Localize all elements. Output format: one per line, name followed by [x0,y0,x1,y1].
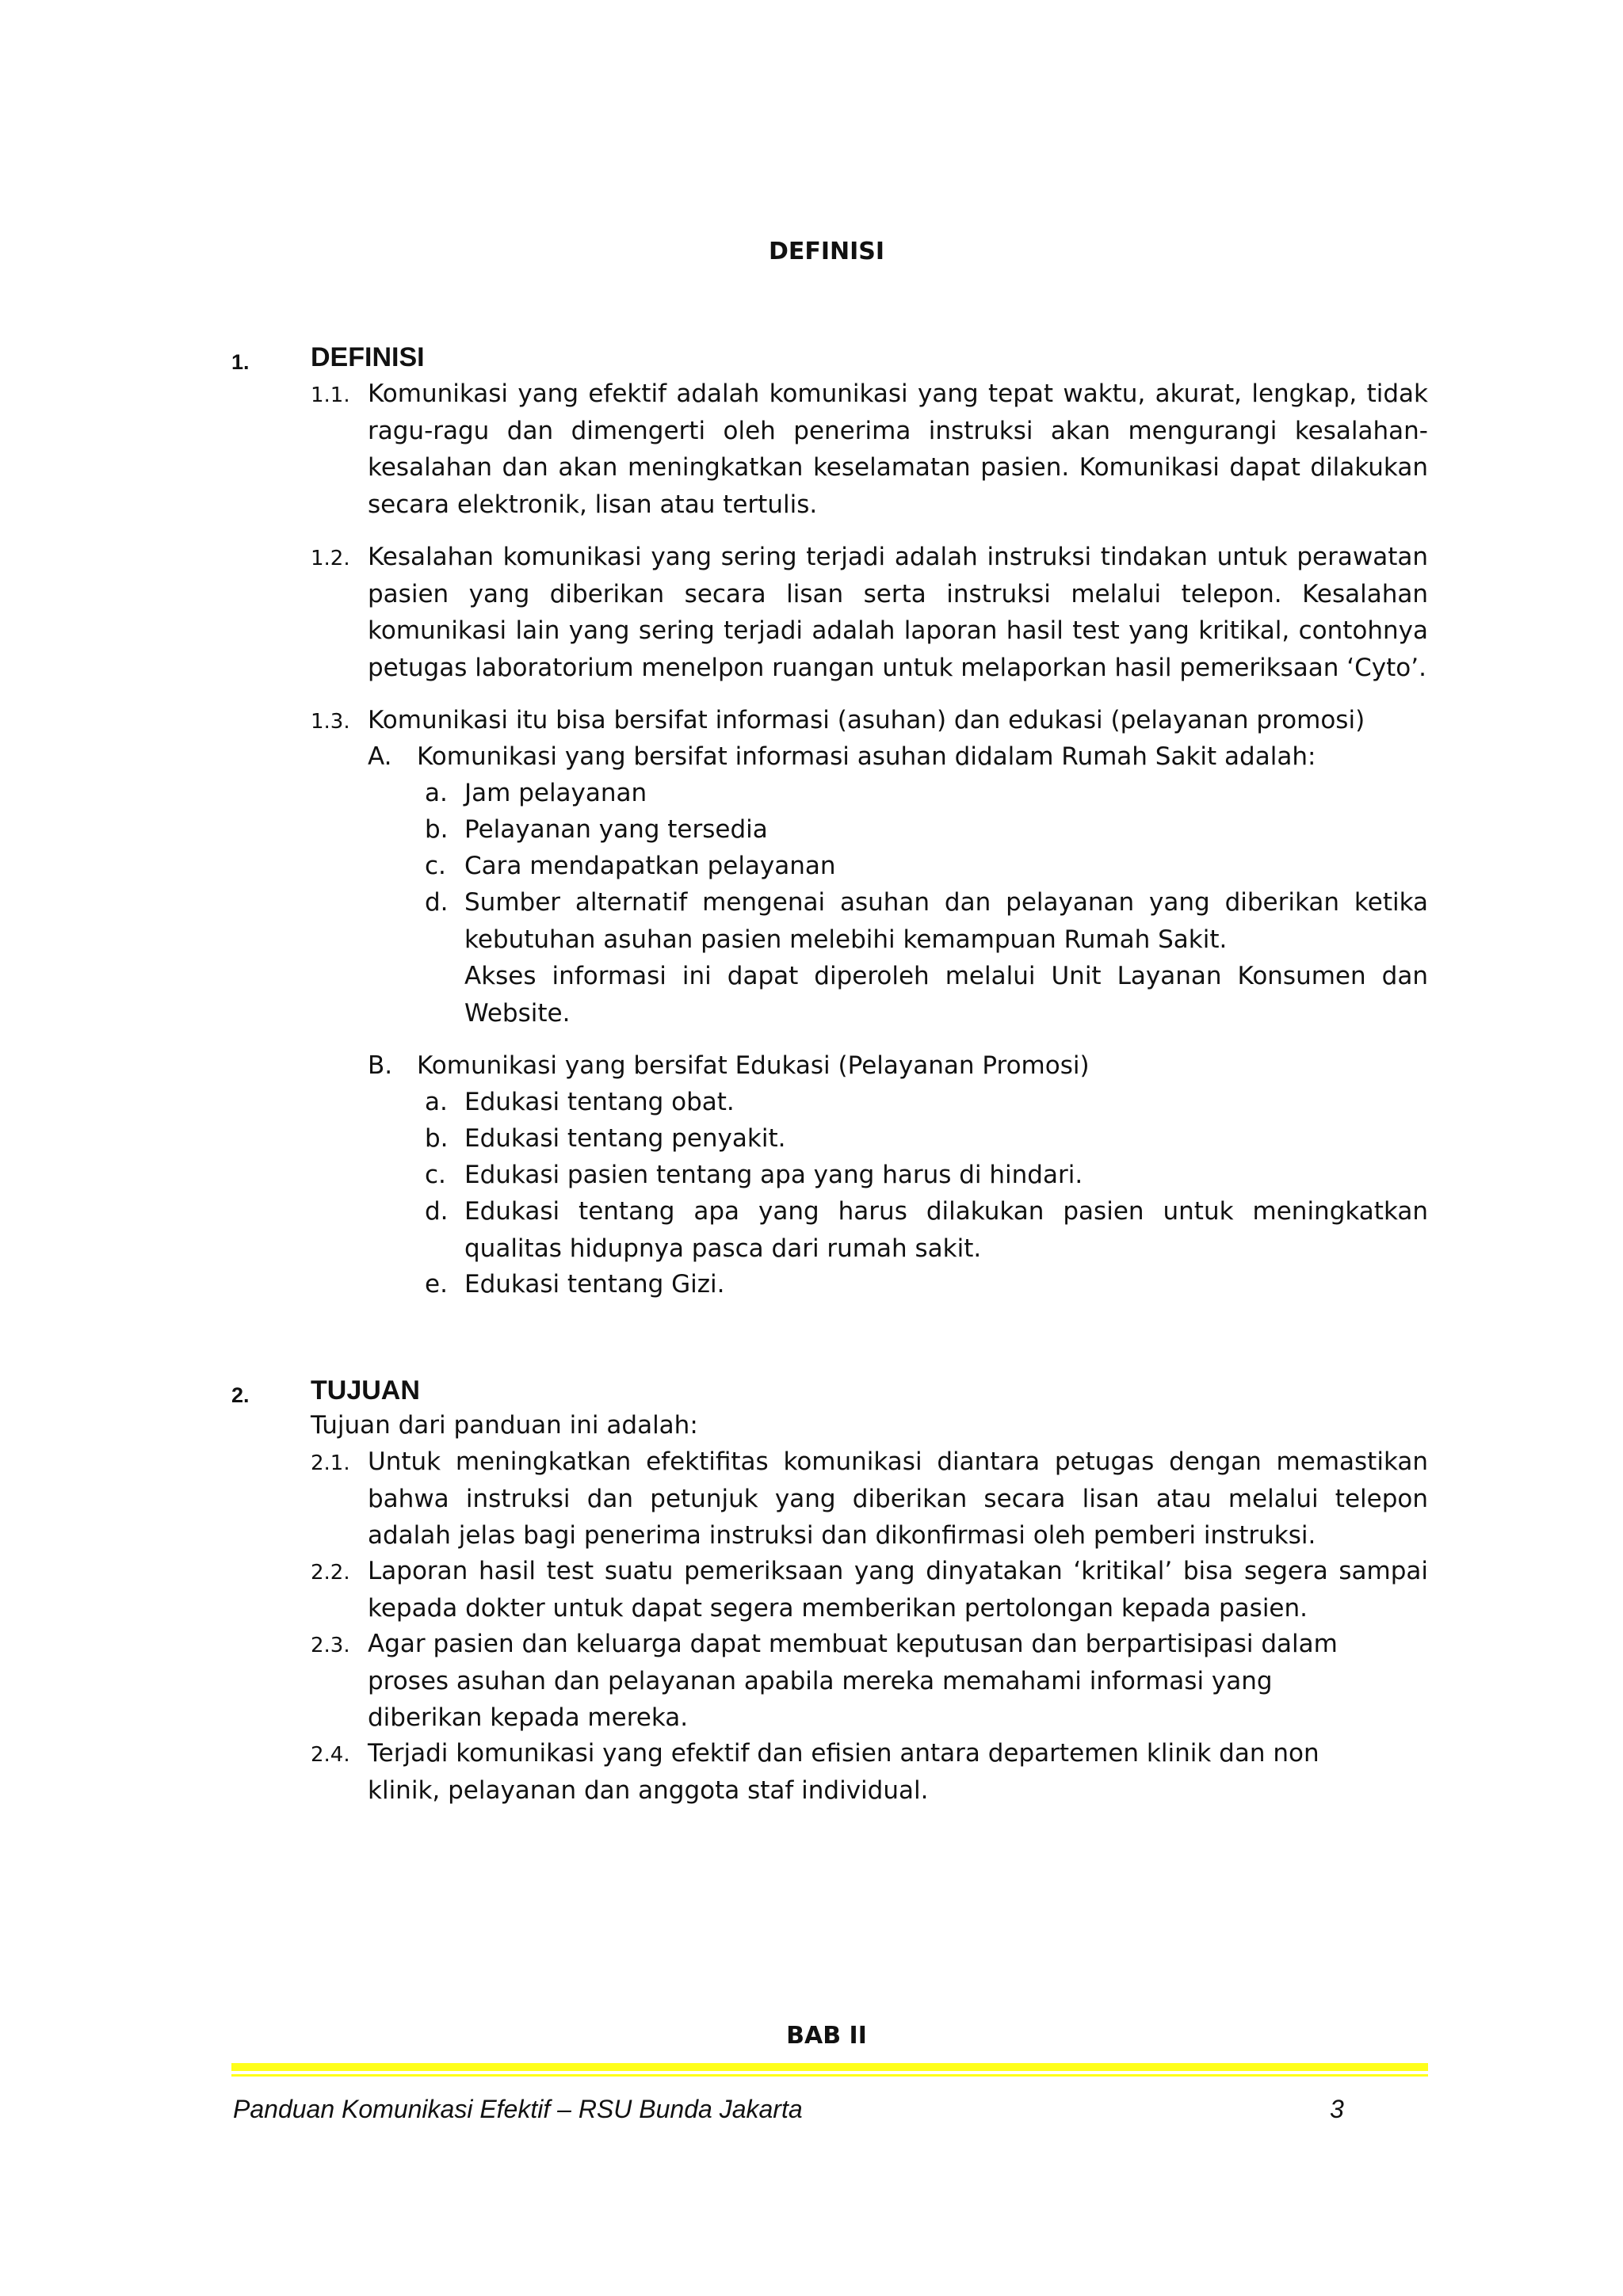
item-letter: c. [425,1161,446,1189]
item-text: Edukasi tentang Gizi. [464,1270,725,1299]
item-letter: a. [425,779,448,807]
item-note: Akses informasi ini dapat diperoleh melalui Unit Layanan Konsumen dan Website. [464,962,1428,1028]
item-text: Sumber alternatif mengenai asuhan dan pelayanan yang diberikan ketika kebutuhan asuhan pasien melebihi kemampuan Rumah Sakit. [464,888,1428,954]
section-number: 1. [231,350,250,374]
list-item [425,1120,1428,1158]
item-text: Komunikasi itu bisa bersifat informasi (asuhan) dan edukasi (pelayanan promosi) [368,706,1365,734]
item-text: Jam pelayanan [464,779,647,807]
item-letter: b. [425,1124,449,1153]
footer-title: Panduan Komunikasi Efektif – RSU Bunda Jakarta [233,2095,803,2123]
sub-text: Komunikasi yang bersifat Edukasi (Pelayanan Promosi) [417,1051,1090,1080]
item-number: 2.2. [311,1561,350,1585]
list-item [425,1193,1428,1267]
list-item [311,539,1428,686]
item-number: 2.3. [311,1634,350,1657]
item-text: Edukasi tentang penyakit. [464,1124,786,1153]
footer-rule [231,2063,1428,2071]
item-text: Pelayanan yang tersedia [464,815,768,844]
item-letter: d. [425,1197,449,1226]
item-text: Untuk meningkatkan efektifitas komunikasi diantara petugas dengan memastikan bahwa instruksi dan petunjuk yang diberikan secara lisan atau melalui telepon adalah jelas bagi penerima instruksi dan dikonfirmasi oleh pemberi instruksi. [368,1447,1428,1550]
item-letter: a. [425,1088,448,1116]
section-heading: DEFINISI [311,342,425,372]
chapter-label: BAB II [786,2022,867,2050]
sub-letter: A. [368,742,392,771]
list-item [425,884,1428,1032]
item-text: Komunikasi yang efektif adalah komunikasi yang tepat waktu, akurat, lengkap, tidak ragu-ragu dan dimengerti oleh penerima instruksi akan mengurangi kesalahan-kesalahan dan akan meningkatkan keselamatan pasien. Komunikasi dapat dilakukan secara elektronik, lisan atau tertulis. [368,379,1428,519]
section-intro: Tujuan dari panduan ini adalah: [311,1411,698,1440]
item-text: Kesalahan komunikasi yang sering terjadi adalah instruksi tindakan untuk perawatan pasien yang diberikan secara lisan serta instruksi melalui telepon. Kesalahan komunikasi lain yang sering terjadi adalah laporan hasil test yang kritikal, contohnya petugas laboratorium menelpon ruangan untuk melaporkan hasil pemeriksaan ‘Cyto’. [368,543,1428,682]
item-number: 1.3. [311,710,350,734]
section-heading: TUJUAN [311,1375,420,1405]
list-item [311,702,1428,739]
list-item [311,1553,1428,1627]
sub-list-a [368,738,1430,776]
section-number: 2. [231,1383,250,1407]
sub-letter: B. [368,1051,393,1080]
list-item [425,811,1428,849]
list-item [425,848,1428,885]
list-item [425,1084,1428,1121]
sub-list-b [368,1047,1430,1085]
sub-text: Komunikasi yang bersifat informasi asuhan didalam Rumah Sakit adalah: [417,742,1316,771]
page-number: 3 [1330,2095,1344,2123]
item-number: 1.1. [311,383,350,407]
list-item [311,1444,1428,1554]
item-letter: d. [425,888,449,917]
list-item [311,376,1428,523]
item-number: 2.1. [311,1451,350,1475]
item-text: Edukasi tentang apa yang harus dilakukan pasien untuk meningkatkan qualitas hidupnya pasca dari rumah sakit. [464,1197,1428,1263]
item-letter: c. [425,852,446,880]
item-text: Laporan hasil test suatu pemeriksaan yang dinyatakan ‘kritikal’ bisa segera sampai kepada dokter untuk dapat segera memberikan pertolongan kepada pasien. [368,1557,1428,1623]
list-item [425,1266,1428,1303]
item-text: Agar pasien dan keluarga dapat membuat keputusan dan berpartisipasi dalam proses asuhan dan pelayanan apabila mereka memahami informasi yang diberikan kepada mereka. [368,1630,1338,1732]
list-item [425,1157,1428,1194]
item-number: 2.4. [311,1743,350,1767]
page-title: DEFINISI [768,238,885,265]
list-item [425,775,1428,812]
list-item [311,1735,1428,1809]
list-item [311,1626,1428,1737]
item-text: Edukasi tentang obat. [464,1088,735,1116]
item-letter: b. [425,815,449,844]
item-number: 1.2. [311,547,350,570]
item-letter: e. [425,1270,448,1299]
footer-rule-thin [231,2074,1428,2077]
item-text: Terjadi komunikasi yang efektif dan efisien antara departemen klinik dan non klinik, pelayanan dan anggota staf individual. [368,1739,1319,1805]
item-text: Edukasi pasien tentang apa yang harus di hindari. [464,1161,1083,1189]
item-text: Cara mendapatkan pelayanan [464,852,836,880]
